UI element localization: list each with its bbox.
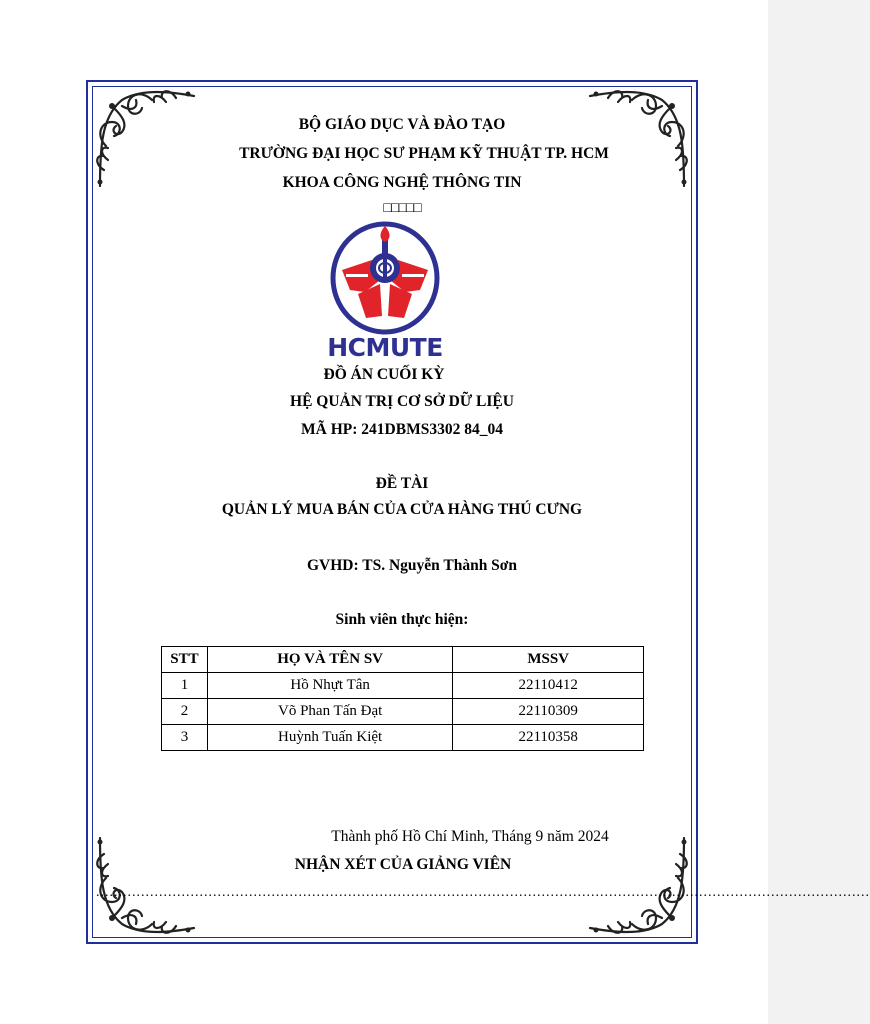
- header-ornament: □□□□□: [383, 201, 421, 216]
- topic-label: ĐỀ TÀI: [375, 475, 429, 492]
- table-row: [162, 673, 644, 699]
- students-table: [161, 646, 644, 751]
- cell-name: Huỳnh Tuấn Kiệt: [207, 725, 452, 751]
- faculty-title: KHOA CÔNG NGHỆ THÔNG TIN: [282, 174, 522, 191]
- advisor: GVHD: TS. Nguyễn Thành Sơn: [306, 557, 518, 574]
- cell-mssv: 22110309: [453, 699, 644, 725]
- ministry-title: BỘ GIÁO DỤC VÀ ĐÀO TẠO: [298, 116, 506, 133]
- university-title: TRƯỜNG ĐẠI HỌC SƯ PHẠM KỸ THUẬT TP. HCM: [239, 145, 609, 162]
- place-date: Thành phố Hồ Chí Minh, Tháng 9 năm 2024: [331, 828, 609, 845]
- cell-name: Hồ Nhựt Tân: [207, 673, 452, 699]
- table-row: [162, 725, 644, 751]
- header-stt: STT: [162, 647, 208, 673]
- cell-mssv: 22110358: [453, 725, 644, 751]
- course-name: HỆ QUẢN TRỊ CƠ SỞ DỮ LIỆU: [290, 393, 514, 410]
- cell-mssv: 22110412: [453, 673, 644, 699]
- logo-wordmark: HCMUTE: [327, 333, 443, 362]
- table-header-row: [162, 647, 644, 673]
- cell-stt: 2: [162, 699, 208, 725]
- project-type: ĐỒ ÁN CUỐI KỲ: [323, 366, 445, 383]
- table-row: [162, 699, 644, 725]
- review-heading: NHẬN XÉT CỦA GIẢNG VIÊN: [294, 856, 512, 873]
- cell-stt: 3: [162, 725, 208, 751]
- header-mssv: MSSV: [453, 647, 644, 673]
- cell-stt: 1: [162, 673, 208, 699]
- students-heading: Sinh viên thực hiện:: [335, 611, 469, 628]
- course-code: MÃ HP: 241DBMS3302 84_04: [301, 421, 503, 438]
- cell-name: Võ Phan Tấn Đạt: [207, 699, 452, 725]
- header-name: HỌ VÀ TÊN SV: [207, 647, 452, 673]
- dotted-writing-line: ............................................................................................................................................................................: [96, 885, 870, 900]
- topic-title: QUẢN LÝ MUA BÁN CỦA CỬA HÀNG THÚ CƯNG: [221, 501, 583, 518]
